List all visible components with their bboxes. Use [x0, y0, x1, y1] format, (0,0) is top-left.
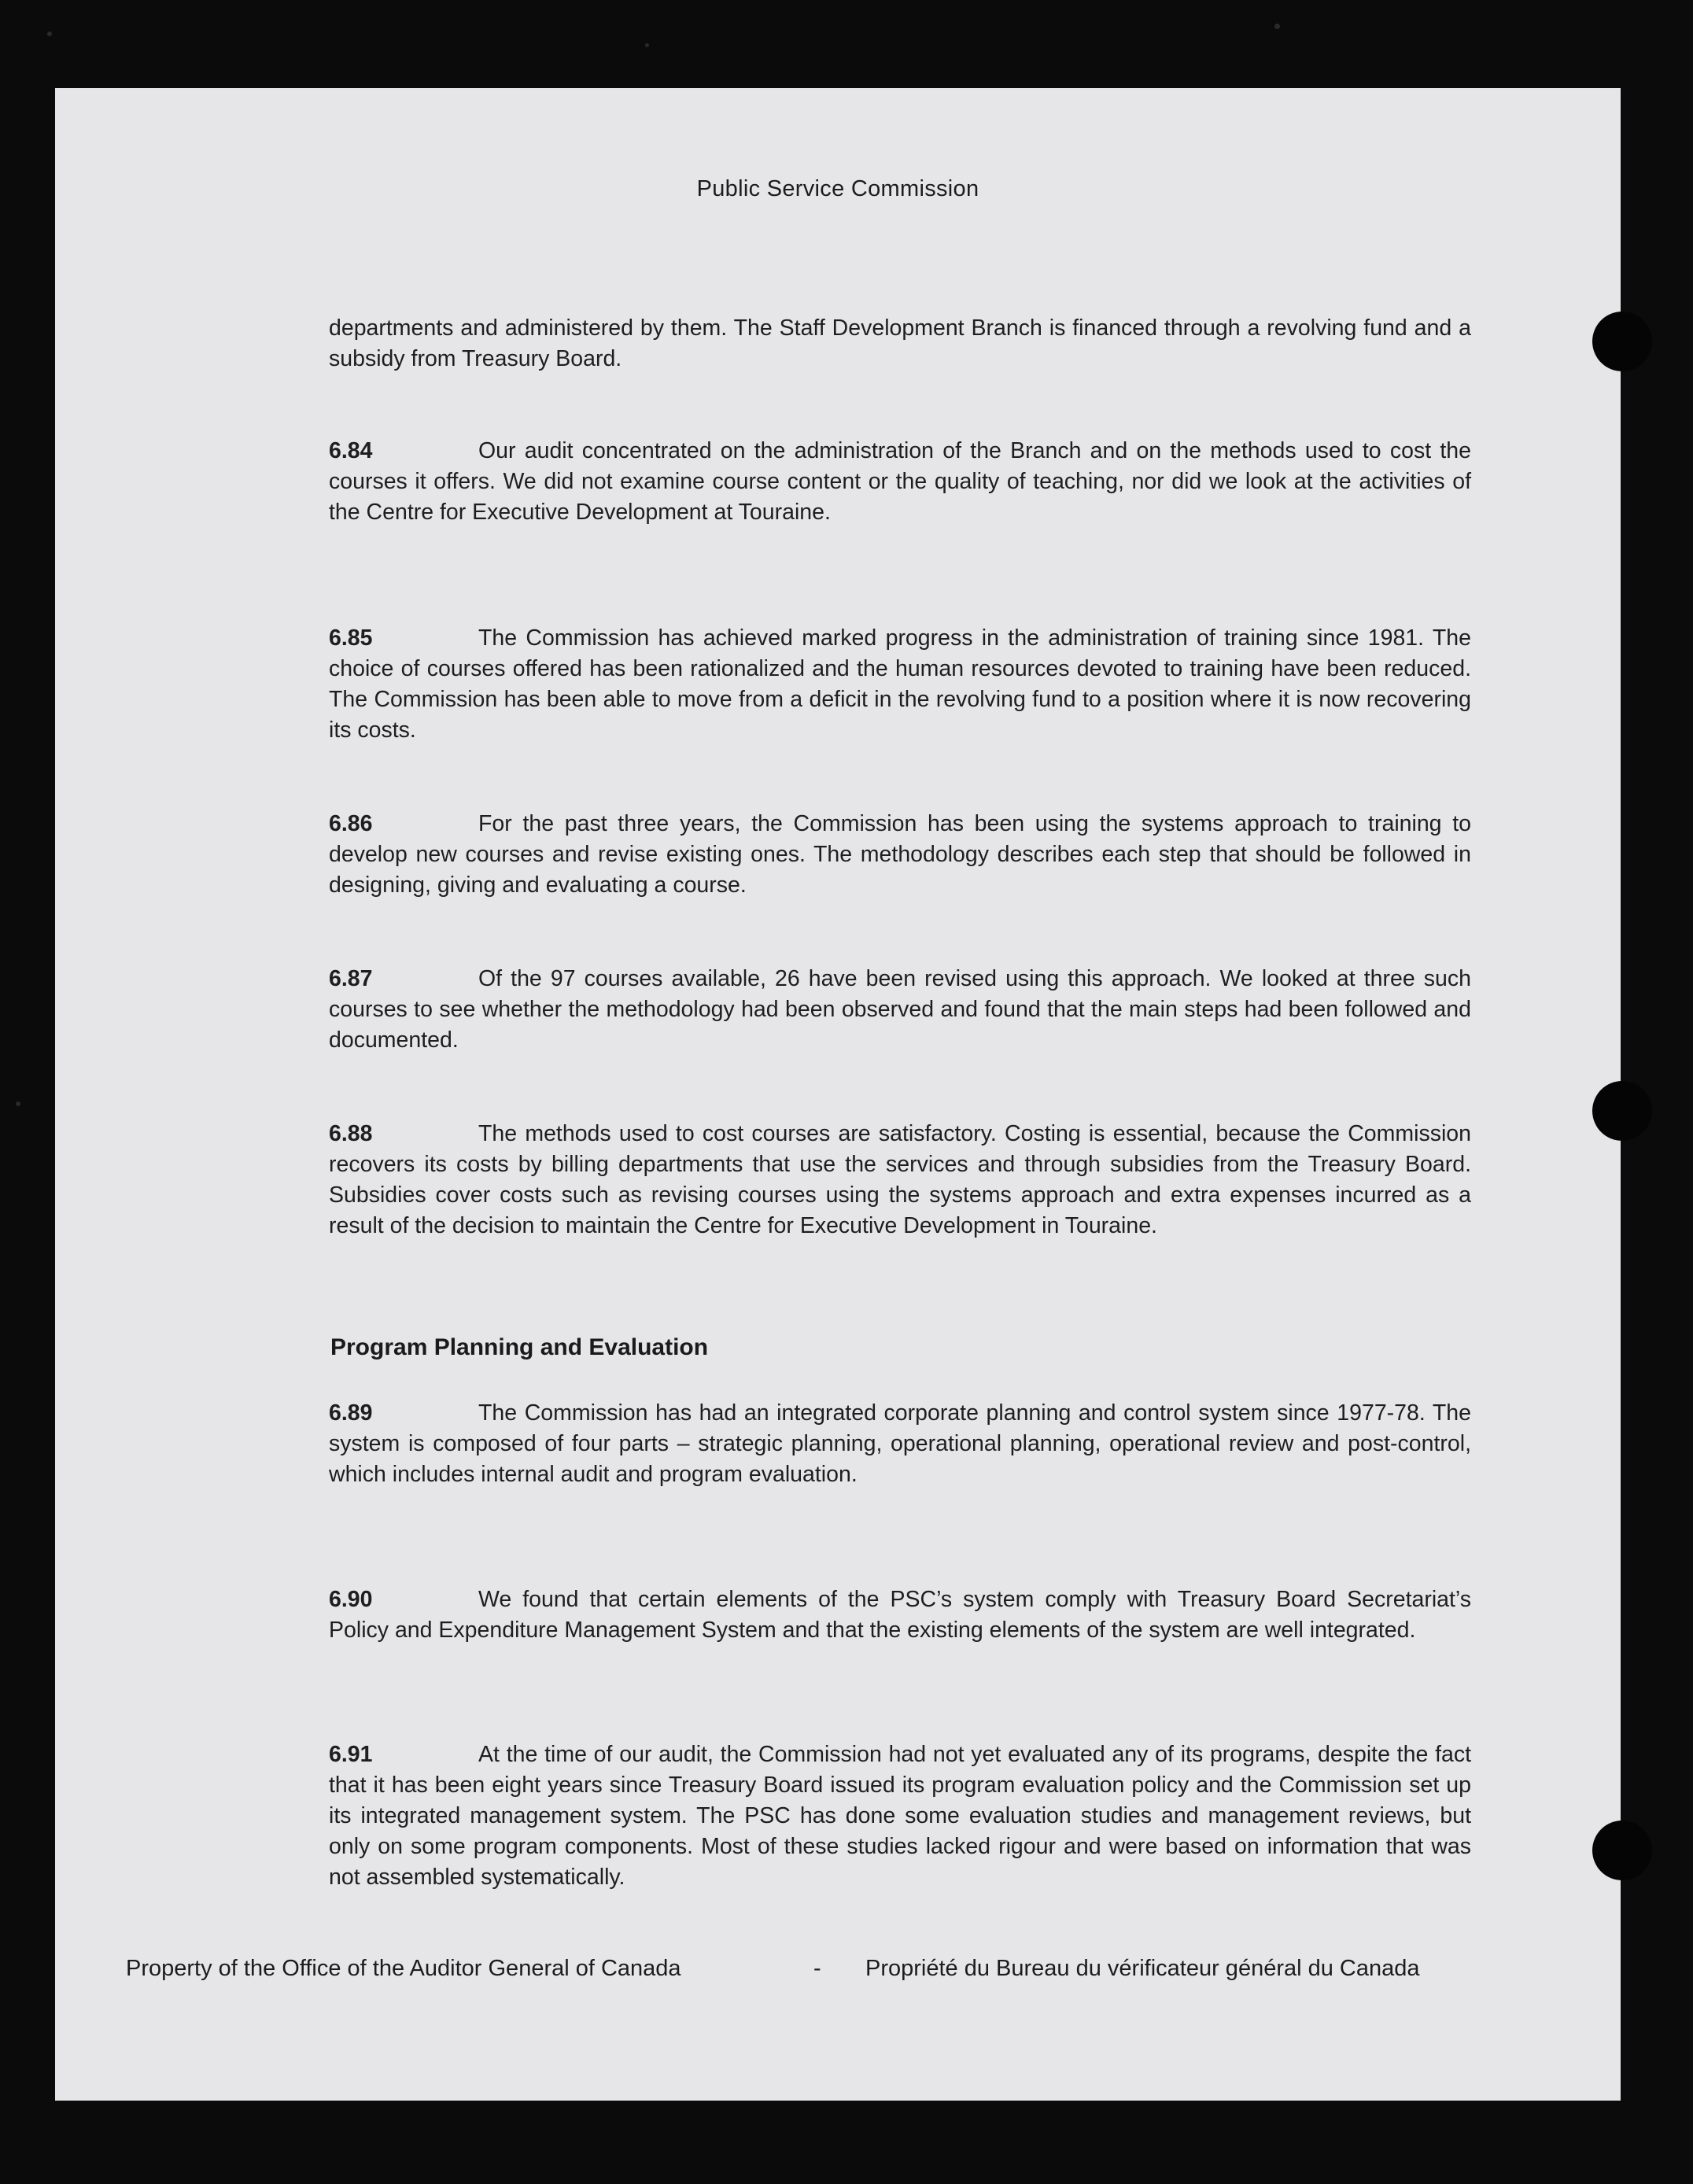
paragraph-number: 6.91 — [329, 1742, 373, 1767]
paragraph-number: 6.89 — [329, 1400, 373, 1426]
punch-hole — [1592, 1821, 1652, 1880]
footer-separator: - — [813, 1956, 821, 1981]
paragraph-6-86 — [329, 809, 1471, 901]
paragraph-6-84 — [329, 436, 1471, 528]
scan-speck — [16, 1101, 20, 1106]
paragraph-6-90 — [329, 1585, 1471, 1646]
paragraph-number: 6.85 — [329, 625, 373, 651]
scan-speck — [47, 31, 52, 36]
paragraph-text: We found that certain elements of the PSC’s system comply with Treasury Board Secretariat’s Policy and Expenditure Management System and that the existing elements of the system are well integrated. — [329, 1587, 1471, 1643]
paragraph-text: Our audit concentrated on the administration of the Branch and on the methods used to cost the courses it offers. We did not examine course content or the quality of teaching, nor did we look at the activities of the Centre for Executive Development at Touraine. — [329, 438, 1471, 525]
paragraph-number: 6.88 — [329, 1121, 373, 1146]
paragraph-text: The methods used to cost courses are satisfactory. Costing is essential, because the Commission recovers its costs by billing departments that use the services and through subsidies from the Treasury Board. Subsidies cover costs such as revising courses using the systems approach and extra expenses incurred as a result of the decision to maintain the Centre for Executive Development in Touraine. — [329, 1121, 1471, 1238]
paragraph-number: 6.86 — [329, 811, 373, 836]
scan-speck — [1274, 24, 1280, 29]
scan-speck — [645, 43, 649, 47]
footer-french: Propriété du Bureau du vérificateur général du Canada — [865, 1956, 1420, 1981]
paragraph-text: The Commission has achieved marked progress in the administration of training since 1981. The choice of courses offered has been rationalized and the human resources devoted to training have been reduced. The Commission has been able to move from a deficit in the revolving fund to a position where it is now recovering its costs. — [329, 625, 1471, 743]
section-heading: Program Planning and Evaluation — [330, 1334, 709, 1360]
page-header: Public Service Commission — [696, 176, 979, 201]
paragraph-6-89 — [329, 1398, 1471, 1490]
paragraph-number: 6.90 — [329, 1587, 373, 1612]
paragraph-6-88 — [329, 1119, 1471, 1241]
paragraph-text: Of the 97 courses available, 26 have been revised using this approach. We looked at three such courses to see whether the methodology had been observed and found that the main steps had been followed and documented. — [329, 966, 1471, 1053]
intro-paragraph: departments and administered by them. The Staff Development Branch is financed through a revolving fund and a subsidy from Treasury Board. — [329, 315, 1471, 371]
punch-hole — [1592, 1081, 1652, 1141]
paragraph-number: 6.87 — [329, 966, 373, 991]
paragraph-text: For the past three years, the Commission has been using the systems approach to training to develop new courses and revise existing ones. The methodology describes each step that should be followed in designing, giving and evaluating a course. — [329, 811, 1471, 898]
punch-hole — [1592, 312, 1652, 371]
paragraph-6-87 — [329, 964, 1471, 1056]
paragraph-6-91 — [329, 1739, 1471, 1893]
paragraph-text: The Commission has had an integrated corporate planning and control system since 1977-78. The system is composed of four parts – strategic planning, operational planning, operational review and post-control, which includes internal audit and program evaluation. — [329, 1400, 1471, 1487]
document-page — [55, 88, 1621, 2101]
paragraph-number: 6.84 — [329, 438, 373, 463]
paragraph-6-85 — [329, 623, 1471, 746]
paragraph-text: At the time of our audit, the Commission had not yet evaluated any of its programs, despite the fact that it has been eight years since Treasury Board issued its program evaluation policy and the Commission set up its integrated management system. The PSC has done some evaluation studies and management reviews, but only on some program components. Most of these studies lacked rigour and were based on information that was not assembled systematically. — [329, 1742, 1471, 1890]
footer-english: Property of the Office of the Auditor General of Canada — [126, 1956, 681, 1981]
